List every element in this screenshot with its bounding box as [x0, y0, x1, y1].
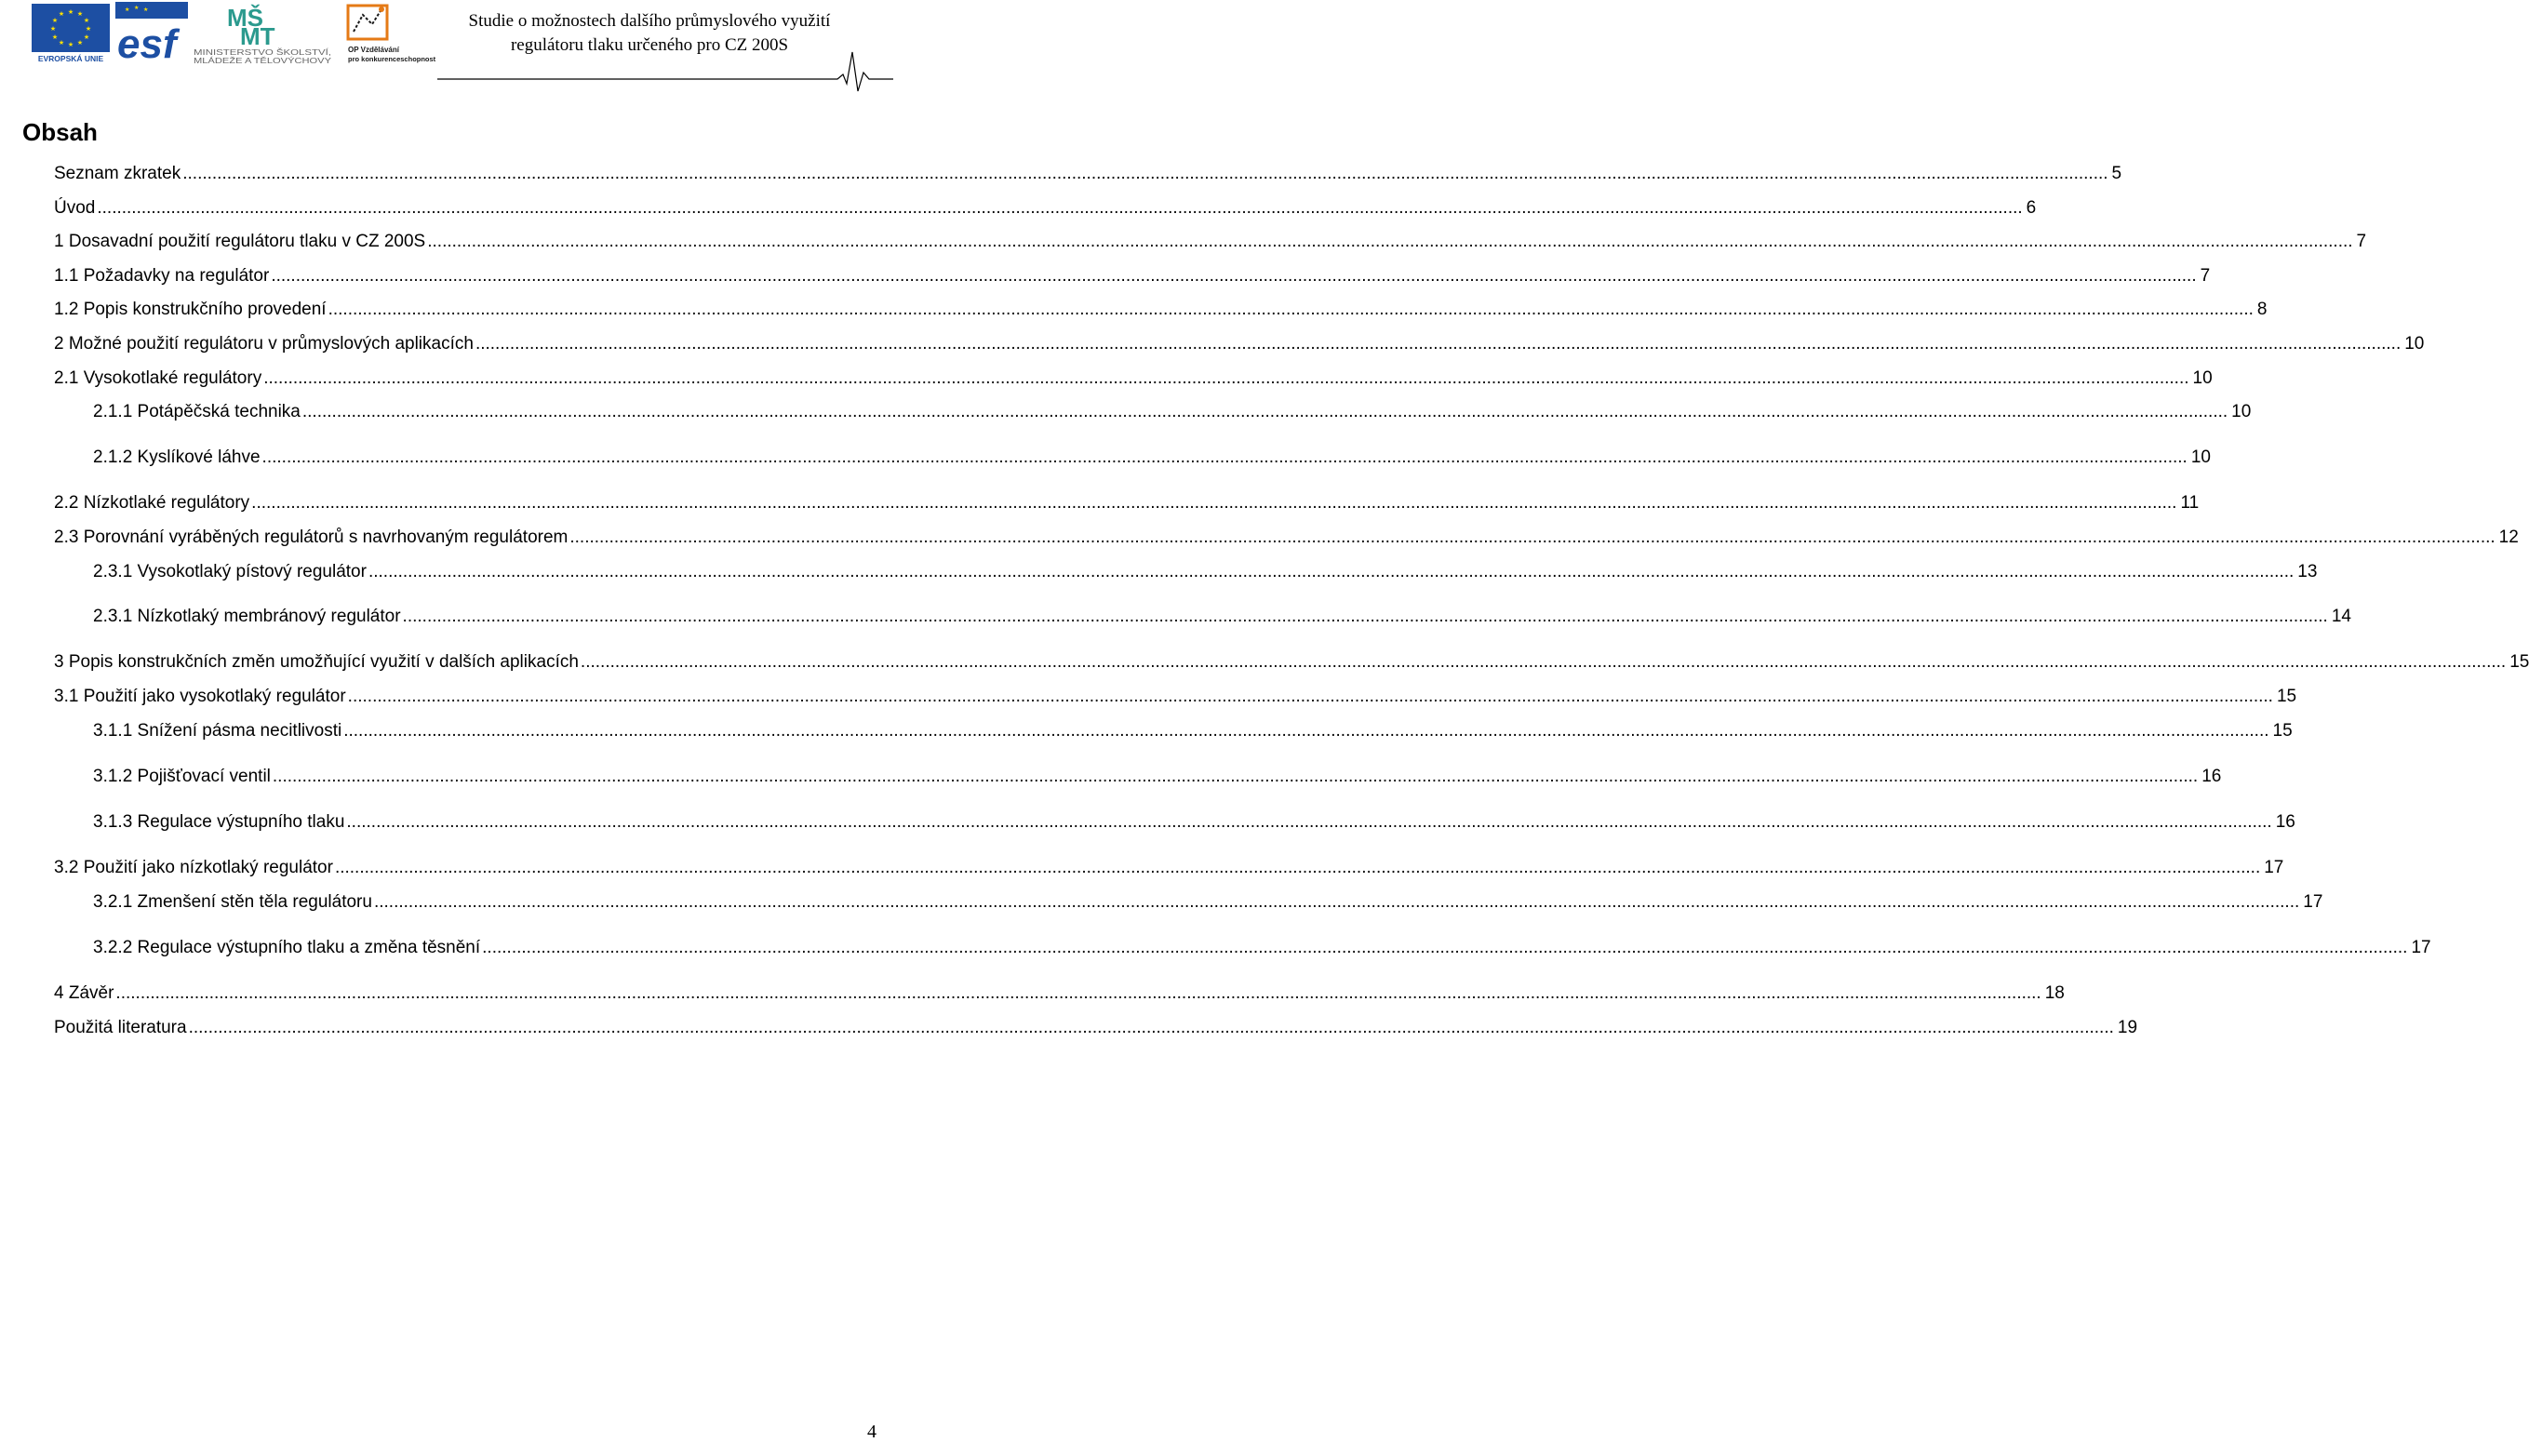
svg-text:MT: MT [240, 22, 275, 50]
toc-dot-leader [251, 492, 2176, 514]
toc-entry-title: 2.3.1 Vysokotlaký pístový regulátor [93, 562, 367, 581]
svg-text:★: ★ [83, 17, 90, 24]
toc-dot-leader [271, 265, 2196, 287]
toc-entry-title: 2 Možné použití regulátoru v průmyslových aplikacích [54, 334, 474, 354]
toc-entry-title: 2.3.1 Nízkotlaký membránový regulátor [93, 607, 401, 626]
svg-text:★: ★ [125, 7, 130, 13]
eu-caption: EVROPSKÁ UNIE [37, 54, 104, 63]
toc-entry-page: 17 [2303, 892, 2323, 912]
toc-entry[interactable] [54, 857, 2284, 879]
toc-entry-title: 2.2 Nízkotlaké regulátory [54, 493, 250, 513]
toc-entry-page: 10 [2192, 368, 2213, 388]
toc-entry[interactable] [93, 447, 2211, 469]
toc-entry-title: 2.1.2 Kyslíkové láhve [93, 447, 261, 467]
toc-dot-leader [189, 1017, 2114, 1039]
toc-entry[interactable] [54, 197, 2037, 220]
svg-text:★: ★ [67, 8, 74, 16]
toc-entry-page: 14 [2331, 607, 2351, 626]
toc-entry[interactable] [54, 265, 2211, 287]
toc-entry-title: 1 Dosavadní použití regulátoru tlaku v CZ 200S [54, 232, 426, 251]
document-title-line1: Studie o možnostech dalšího průmyslového využití [468, 11, 831, 31]
toc-entry-title: 3.1.3 Regulace výstupního tlaku [93, 812, 345, 832]
esf-wordmark: esf [117, 21, 177, 67]
page-number: 4 [867, 1422, 876, 1442]
toc-dot-leader [427, 231, 2352, 253]
op-vk-logo [344, 4, 436, 63]
toc-entry[interactable] [93, 891, 2323, 914]
msmt-logo [194, 2, 333, 63]
toc-entry-page: 5 [2111, 164, 2122, 183]
toc-entry[interactable] [54, 333, 2425, 355]
toc-entry-page: 17 [2264, 858, 2284, 877]
svg-text:★: ★ [49, 25, 57, 33]
toc-entry[interactable] [93, 811, 2295, 834]
svg-text:MŠ: MŠ [227, 4, 263, 32]
toc-entry-title: 3.1 Použití jako vysokotlaký regulátor [54, 687, 346, 706]
toc-dot-leader [368, 561, 2294, 583]
toc-entry[interactable] [54, 982, 2065, 1005]
toc-entry-title: 3 Popis konstrukčních změn umožňující využití v dalších aplikacích [54, 652, 579, 672]
toc-entry-title: 3.2.1 Zmenšení stěn těla regulátoru [93, 892, 372, 912]
eu-flag-logo [32, 4, 110, 63]
toc-entry-page: 7 [2356, 232, 2367, 251]
toc-dot-leader [262, 447, 2188, 469]
svg-text:★: ★ [67, 41, 74, 48]
toc-entry-page: 10 [2190, 447, 2211, 467]
toc-entry[interactable] [54, 163, 2122, 185]
toc-entry-page: 19 [2117, 1018, 2138, 1037]
toc-entry-page: 6 [2026, 198, 2037, 218]
toc-dot-leader [335, 857, 2260, 879]
document-title-line2: regulátoru tlaku určeného pro CZ 200S [510, 35, 789, 55]
toc-dot-leader [348, 686, 2273, 708]
page-header [0, 0, 893, 93]
toc-dot-leader [115, 982, 2041, 1005]
toc-dot-leader [97, 197, 2022, 220]
svg-text:★: ★ [51, 33, 59, 41]
toc-entry-page: 15 [2276, 687, 2297, 706]
svg-text:★: ★ [143, 7, 149, 13]
toc-entry[interactable] [54, 367, 2213, 390]
toc-entry-title: 3.1.2 Pojišťovací ventil [93, 767, 271, 786]
toc-entry-page: 11 [2180, 493, 2200, 513]
toc-dot-leader [182, 163, 2108, 185]
toc-entry-page: 15 [2509, 652, 2529, 672]
toc-entry[interactable] [93, 401, 2252, 423]
toc-entry[interactable] [54, 492, 2200, 514]
toc-entry[interactable] [54, 231, 2367, 253]
toc-entry[interactable] [93, 606, 2351, 628]
toc-entry-page: 16 [2275, 812, 2295, 832]
toc-entry-page: 15 [2272, 721, 2293, 741]
toc-entry-page: 10 [2231, 402, 2252, 421]
toc-entry-page: 12 [2498, 528, 2519, 547]
toc-entry[interactable] [54, 686, 2297, 708]
svg-text:pro konkurenceschopnost: pro konkurenceschopnost [348, 55, 436, 63]
svg-text:★: ★ [85, 25, 92, 33]
toc-entry-page: 13 [2297, 562, 2318, 581]
toc-entry[interactable] [54, 299, 2268, 321]
toc-dot-leader [482, 937, 2407, 959]
toc-entry[interactable] [93, 937, 2431, 959]
svg-text:★: ★ [76, 39, 84, 47]
toc-entry-title: 2.1 Vysokotlaké regulátory [54, 368, 262, 388]
toc-dot-leader [263, 367, 2188, 390]
svg-text:★: ★ [76, 10, 84, 18]
toc-entry-page: 7 [2200, 266, 2211, 286]
toc-entry-title: 3.2 Použití jako nízkotlaký regulátor [54, 858, 333, 877]
toc-entry[interactable] [93, 561, 2318, 583]
toc-entry-page: 16 [2201, 767, 2222, 786]
toc-entry[interactable] [54, 651, 2529, 674]
svg-text:★: ★ [51, 17, 59, 24]
toc-entry-title: 2.1.1 Potápěčská technika [93, 402, 301, 421]
toc-entry[interactable] [54, 527, 2519, 549]
toc-entry-title: Seznam zkratek [54, 164, 181, 183]
toc-dot-leader [403, 606, 2328, 628]
toc-entry[interactable] [93, 720, 2293, 742]
toc-entry-title: 2.3 Porovnání vyráběných regulátorů s navrhovaným regulátorem [54, 528, 569, 547]
pulse-line-decoration [437, 50, 893, 93]
toc-dot-leader [581, 651, 2506, 674]
toc-dot-leader [302, 401, 2228, 423]
toc-dot-leader [374, 891, 2299, 914]
toc-dot-leader [475, 333, 2401, 355]
toc-entry-page: 10 [2404, 334, 2425, 354]
svg-text:MLÁDEŽE A TĚLOVÝCHOVY: MLÁDEŽE A TĚLOVÝCHOVY [194, 56, 332, 65]
svg-text:MINISTERSTVO ŠKOLSTVÍ,: MINISTERSTVO ŠKOLSTVÍ, [194, 47, 331, 57]
toc-entry-page: 8 [2256, 300, 2268, 319]
toc-dot-leader [569, 527, 2495, 549]
toc-dot-leader [346, 811, 2271, 834]
svg-text:★: ★ [58, 10, 65, 18]
toc-entry-title: 4 Závěr [54, 983, 114, 1003]
toc-entry-title: 1.1 Požadavky na regulátor [54, 266, 270, 286]
toc-entry-title: 1.2 Popis konstrukčního provedení [54, 300, 327, 319]
toc-entry-title: Použitá literatura [54, 1018, 187, 1037]
svg-text:★: ★ [83, 33, 90, 41]
svg-text:★: ★ [134, 5, 140, 11]
toc-entry[interactable] [54, 1017, 2138, 1039]
toc-dot-leader [343, 720, 2268, 742]
toc-entry[interactable] [93, 766, 2222, 788]
svg-text:OP Vzdělávání: OP Vzdělávání [348, 46, 399, 54]
svg-text:★: ★ [58, 39, 65, 47]
toc-entry-title: 3.1.1 Snížení pásma necitlivosti [93, 721, 342, 741]
toc-dot-leader [273, 766, 2198, 788]
toc-dot-leader [328, 299, 2254, 321]
esf-logo [115, 2, 190, 67]
toc-entry-title: Úvod [54, 198, 96, 218]
toc-entry-page: 17 [2411, 938, 2431, 957]
toc-entry-title: 3.2.2 Regulace výstupního tlaku a změna těsnění [93, 938, 481, 957]
toc-entry-page: 18 [2044, 983, 2065, 1003]
toc-heading: Obsah [22, 118, 98, 146]
